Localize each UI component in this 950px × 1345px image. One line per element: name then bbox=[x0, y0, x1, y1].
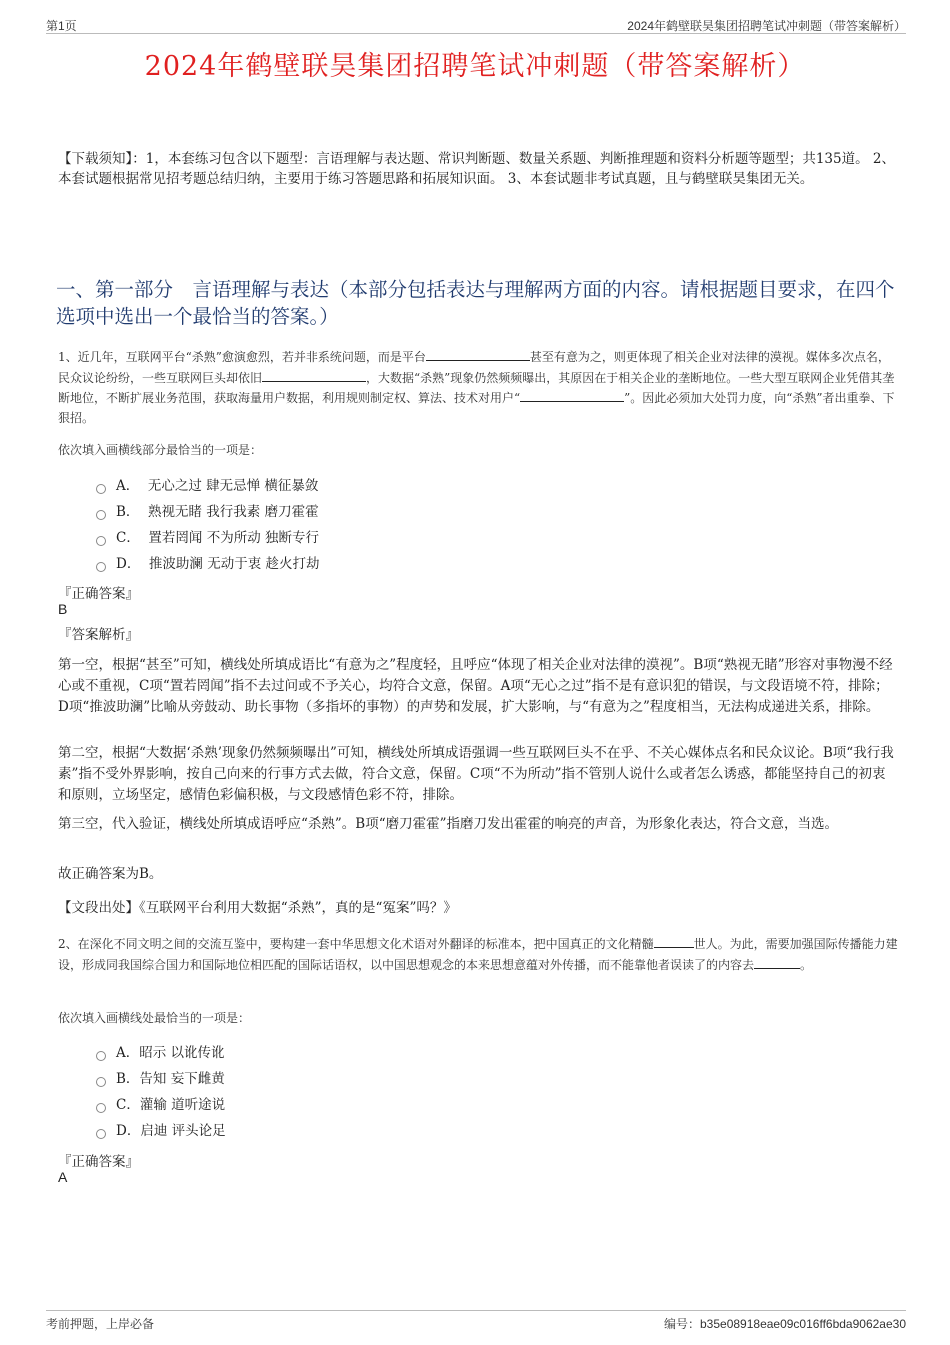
q2-answer: A bbox=[58, 1169, 68, 1185]
q2-option-d[interactable]: D．启迪 评头论足 bbox=[96, 1122, 226, 1140]
download-notice: 【下载须知】：1，本套练习包含以下题型：言语理解与表达题、常识判断题、数量关系题、判断推理题和资料分析题等题型；共135道。 2、本套试题根据常见招考题总结归纳，主要用于练习答题思路和拓展知识面。 3、本套试题非考试真题，且与鹤壁联昊集团无关。 bbox=[58, 151, 895, 187]
fill-blank-1 bbox=[426, 347, 530, 361]
q1-analysis-label: 『答案解析』 bbox=[58, 627, 139, 643]
q2-option-b[interactable]: B．告知 妄下雌黄 bbox=[96, 1070, 225, 1088]
q2-answer-label: 『正确答案』 bbox=[58, 1154, 139, 1170]
radio-icon[interactable] bbox=[96, 1051, 106, 1061]
q1-analysis-1: 第一空，根据“甚至”可知，横线处所填成语比“有意为之”程度轻，且呼应“体现了相关企业对法律的漠视”。B项“熟视无睹”形容对事物漫不经心或不重视，C项“置若罔闻”指不去过问或不予关心，均符合文意，保留。A项“无心之过”指不是有意识犯的错误，与文段语境不符，排除；D项“推波助澜”比喻从旁鼓动、助长事物（多指坏的事物）的声势和发展，扩大影响，与“有意为之”程度相当，无法构成递进关系，排除。 bbox=[58, 657, 893, 715]
fill-blank-2 bbox=[262, 368, 366, 382]
radio-icon[interactable] bbox=[96, 1103, 106, 1113]
fill-blank-5 bbox=[754, 955, 800, 969]
q1-analysis-3: 第三空，代入验证，横线处所填成语呼应“杀熟”。B项“磨刀霍霍”指磨刀发出霍霍的响亮的声音，为形象化表达，符合文意，当选。 bbox=[58, 816, 839, 832]
q1-option-d[interactable]: D． 推波助澜 无动于衷 趁火打劫 bbox=[96, 555, 320, 573]
question-1-text: 1、近几年，互联网平台“杀熟”愈演愈烈，若并非系统问题，而是平台 甚至有意为之，则更体现了相关企业对法律的漠视。媒体多次点名，民众议论纷纷，一些互联网巨头却依旧 ，大数据“杀熟”现象仍然频频曝出，其原因在于相关企业的垄断地位。一些大型互联网企业凭借其垄断地位，不断扩展业务范围，获取海量用户数据，利用规则制定权、算法、技术对用户“ ”。因此必须加大处罚力度，向“杀熟”者出重拳、下狠招。 bbox=[58, 347, 900, 428]
question-1-prompt: 依次填入画横线部分最恰当的一项是： bbox=[58, 443, 263, 457]
q1-answer: B bbox=[58, 601, 68, 617]
section-heading: 一、第一部分 言语理解与表达（本部分包括表达与理解两方面的内容。请根据题目要求，在四个选项中选出一个最恰当的答案。） bbox=[56, 278, 895, 328]
radio-icon[interactable] bbox=[96, 1129, 106, 1139]
footer-slogan: 考前押题，上岸必备 bbox=[46, 1317, 155, 1331]
page-title: 2024年鹤壁联昊集团招聘笔试冲刺题（带答案解析） bbox=[144, 51, 806, 82]
q1-source: 【文段出处】《互联网平台利用大数据“杀熟”，真的是“冤案”吗？》 bbox=[58, 900, 457, 916]
question-2-prompt: 依次填入画横线处最恰当的一项是： bbox=[58, 1011, 251, 1025]
q1-analysis-2: 第二空，根据“大数据‘杀熟’现象仍然频频曝出”可知，横线处所填成语强调一些互联网巨头不在乎、不关心媒体点名和民众议论。B项“我行我素”指不受外界影响，按自己向来的行事方式去做，符合文意，保留。C项“不为所动”指不管别人说什么或者怎么诱惑，都能坚持自己的初衷和原则，立场坚定，感情色彩偏积极，与文段感情色彩不符，排除。 bbox=[58, 745, 894, 803]
fill-blank-4 bbox=[654, 934, 694, 948]
q1-option-b[interactable]: B． 熟视无睹 我行我素 磨刀霍霍 bbox=[96, 503, 319, 521]
question-2-text: 2、在深化不同文明之间的交流互鉴中，要构建一套中华思想文化术语对外翻译的标准本，把中国真正的文化精髓 世人。为此，需要加强国际传播能力建设，形成同我国综合国力和国际地位相匹配的国际话语权，以中国思想观念的本来思想意蕴对外传播，而不能靠他者误读了的内容去 。 bbox=[58, 934, 900, 975]
page-number: 第1页 bbox=[46, 19, 77, 33]
q1-option-c[interactable]: C． 置若罔闻 不为所动 独断专行 bbox=[96, 529, 319, 547]
radio-icon[interactable] bbox=[96, 484, 106, 494]
fill-blank-3 bbox=[520, 388, 624, 402]
header-rule bbox=[46, 33, 906, 34]
q2-option-a[interactable]: A．昭示 以讹传讹 bbox=[96, 1044, 225, 1062]
header-doc-title: 2024年鹤壁联昊集团招聘笔试冲刺题（带答案解析） bbox=[627, 19, 906, 33]
q1-answer-label: 『正确答案』 bbox=[58, 586, 139, 602]
footer-doc-id: 编号：b35e08918eae09c016ff6bda9062ae30 bbox=[664, 1317, 906, 1331]
radio-icon[interactable] bbox=[96, 536, 106, 546]
radio-icon[interactable] bbox=[96, 562, 106, 572]
radio-icon[interactable] bbox=[96, 1077, 106, 1087]
q1-analysis-4: 故正确答案为B。 bbox=[58, 866, 163, 882]
radio-icon[interactable] bbox=[96, 510, 106, 520]
q1-option-a[interactable]: A． 无心之过 肆无忌惮 横征暴敛 bbox=[96, 477, 318, 495]
footer-rule bbox=[46, 1310, 906, 1311]
q2-option-c[interactable]: C．灌输 道听途说 bbox=[96, 1096, 225, 1114]
